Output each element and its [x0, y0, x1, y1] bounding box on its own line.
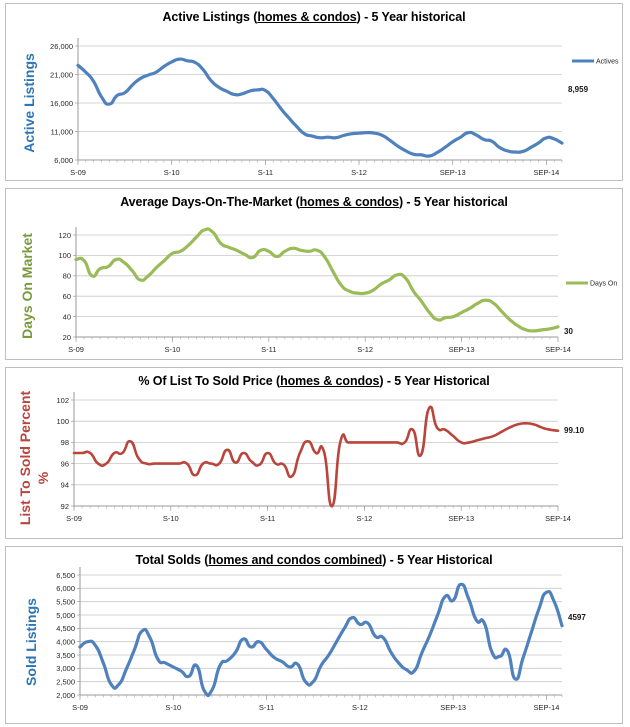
y-tick-label: 100 — [56, 417, 69, 426]
x-tick-label: S-09 — [72, 703, 88, 712]
y-tick-label: 60 — [62, 292, 71, 301]
x-tick-label: S-12 — [351, 168, 367, 177]
end-value-label: 30 — [564, 327, 573, 336]
x-tick-label: S-11 — [259, 514, 276, 523]
y-tick-label: 40 — [62, 312, 71, 322]
y-tick-label: 98 — [60, 438, 69, 448]
y-tick-label: 96 — [60, 459, 69, 469]
end-value-label: 8,959 — [568, 85, 589, 94]
y-axis-title-line2: % — [35, 471, 51, 485]
y-tick-label: 3,500 — [56, 650, 75, 660]
chart-svg-list-to-sold — [6, 368, 622, 538]
x-tick-label: S-12 — [351, 703, 368, 712]
y-axis-title: Active Listings — [21, 53, 37, 153]
chart-panel-active-listings — [5, 3, 623, 181]
x-tick-label: S-10 — [163, 168, 180, 177]
title-underlined: homes & condos — [257, 10, 357, 24]
chart-panel-days-on-market — [5, 188, 623, 360]
x-tick-label: S-12 — [357, 345, 374, 354]
chart-canvas-list-to-sold — [6, 368, 622, 538]
x-tick-label: S-10 — [162, 514, 179, 523]
y-tick-label: 5,000 — [56, 610, 75, 620]
x-tick-label: SEP-14 — [533, 703, 560, 712]
chart-canvas-days-on-market — [6, 189, 622, 359]
title-underlined: homes & condos — [299, 195, 399, 209]
title-pre: Total Solds ( — [135, 553, 209, 567]
legend-label: Days On — [590, 280, 618, 288]
y-tick-label: 6,500 — [56, 570, 75, 580]
y-tick-label: 21,000 — [50, 70, 73, 80]
title-post: ) - 5 Year Historical — [382, 553, 493, 567]
series-line-days-on-market — [76, 229, 558, 331]
y-axis-title: Days On Market — [19, 233, 35, 339]
y-tick-label: 2,500 — [56, 677, 75, 687]
title-pre: Average Days-On-The-Market ( — [120, 195, 300, 209]
legend-label: Actives — [596, 58, 619, 66]
end-value-label: 4597 — [568, 613, 586, 622]
x-tick-label: S-10 — [165, 703, 182, 712]
title-post: ) - 5 Year Historical — [379, 374, 490, 388]
chart-panel-total-solds — [5, 546, 623, 724]
x-tick-label: S-12 — [356, 514, 373, 523]
y-axis-title: Sold Listings — [23, 598, 39, 686]
y-tick-label: 4,500 — [56, 624, 75, 634]
series-line-active-listings — [78, 59, 562, 156]
chart-canvas-active-listings — [6, 4, 622, 180]
title-underlined: homes and condos combined — [208, 553, 383, 567]
x-tick-label: S-09 — [68, 345, 84, 354]
chart-svg-days-on-market — [6, 189, 622, 359]
y-tick-label: 6,000 — [54, 155, 73, 165]
y-axis-title-line1: List To Sold Percent — [17, 390, 33, 526]
x-tick-label: S-11 — [257, 168, 274, 177]
chart-svg-total-solds — [6, 547, 622, 723]
y-tick-label: 11,000 — [50, 127, 73, 137]
title-post: ) - 5 Year historical — [356, 10, 466, 24]
y-tick-label: 120 — [58, 230, 71, 240]
x-tick-label: SEP-14 — [545, 345, 571, 354]
y-tick-label: 26,000 — [50, 41, 73, 51]
x-tick-label: S-10 — [164, 345, 181, 354]
title-underlined: homes & condos — [280, 374, 380, 388]
x-tick-label: S-09 — [70, 168, 86, 177]
x-tick-label: S-11 — [258, 703, 275, 712]
chart-canvas-total-solds — [6, 547, 622, 723]
y-tick-label: 4,000 — [56, 637, 75, 647]
x-tick-label: SEP-14 — [545, 514, 571, 523]
y-tick-label: 92 — [60, 501, 69, 511]
y-tick-label: 80 — [62, 271, 71, 281]
x-tick-label: SEP-13 — [448, 514, 475, 523]
series-line-list-to-sold — [74, 407, 558, 506]
y-tick-label: 100 — [58, 251, 71, 261]
y-tick-label: 102 — [56, 395, 69, 405]
x-tick-label: SEP-14 — [533, 168, 560, 177]
y-tick-label: 5,500 — [56, 597, 75, 607]
y-tick-label: 3,000 — [56, 664, 75, 674]
end-value-label: 99.10 — [564, 426, 585, 435]
chart-svg-active-listings — [6, 4, 622, 180]
series-line-total-solds — [80, 584, 562, 695]
title-pre: % Of List To Sold Price ( — [138, 374, 281, 388]
y-tick-label: 20 — [62, 332, 71, 342]
x-tick-label: S-09 — [66, 514, 82, 523]
x-tick-label: SEP-13 — [448, 345, 475, 354]
x-tick-label: S-11 — [261, 345, 277, 354]
title-post: ) - 5 Year historical — [398, 195, 508, 209]
chart-panel-list-to-sold — [5, 367, 623, 539]
y-tick-label: 16,000 — [50, 98, 73, 108]
title-pre: Active Listings ( — [162, 10, 258, 24]
y-tick-label: 2,000 — [56, 690, 75, 700]
x-tick-label: SEP-13 — [439, 168, 466, 177]
y-tick-label: 6,000 — [56, 584, 75, 594]
y-tick-label: 94 — [60, 480, 69, 490]
x-tick-label: SEP-13 — [440, 703, 467, 712]
